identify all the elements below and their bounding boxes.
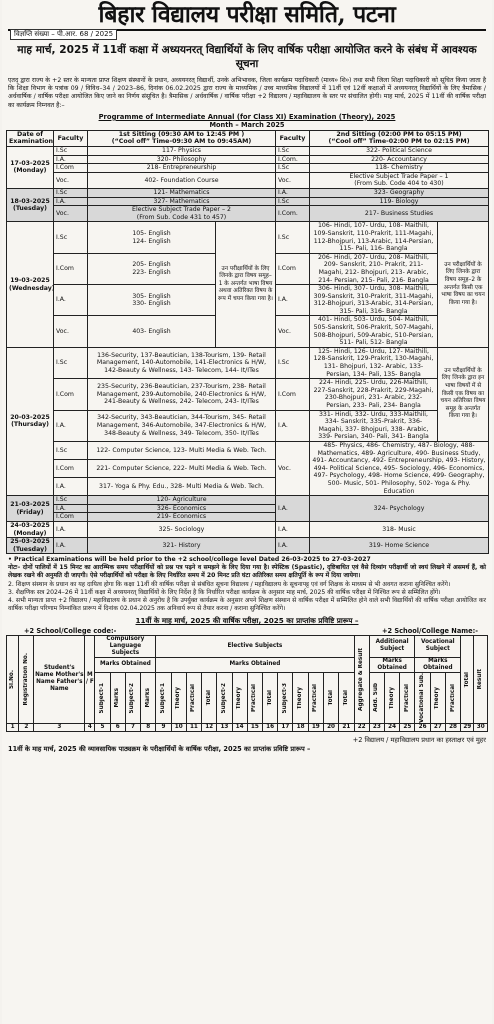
subject-cell: [88, 222, 216, 253]
col-number: 23: [369, 723, 384, 731]
col-number: 30: [474, 723, 488, 731]
subject-line: 105- English: [132, 229, 171, 237]
subject-cell: 118- Chemistry: [310, 164, 489, 173]
date-text: 18-03-2025: [10, 197, 50, 205]
col-label: Theory: [434, 686, 441, 710]
subject-line: 305- English: [132, 292, 171, 300]
col-number: 10: [171, 723, 186, 731]
schedule-header-row: [7, 130, 489, 146]
table-row: [7, 538, 489, 554]
faculty-cell: Voc.: [276, 441, 310, 495]
day-text: (Wednesday): [9, 284, 55, 292]
day-text: (Tuesday): [13, 205, 47, 213]
subject-cell: 119- Biology: [310, 197, 489, 206]
faculty-cell: I.A.: [54, 538, 88, 554]
elective-header: Elective Subjects: [156, 635, 354, 657]
faculty-cell: Voc.: [54, 172, 88, 188]
faculty-cell: I.A.: [276, 538, 310, 554]
col-number: 4: [85, 723, 95, 731]
col-label: Total: [205, 690, 212, 706]
reference-number: विज्ञप्ति संख्या – पी.आर. 68 / 2025: [10, 29, 117, 40]
faculty-cell: I.Com: [276, 379, 310, 410]
subject-cell: 235-Security, 236-Beautician, 237-Tourism, 238- Retail Management, 239-Automobile, 240-Electronics & H/W, 241-Beauty & Wellness, 242- Telecom, 243- It/ITes: [88, 379, 276, 410]
col-number: 9: [156, 723, 171, 731]
faculty-cell: I.A.: [54, 521, 88, 537]
table-row: [7, 206, 489, 222]
day-text: (Monday): [13, 529, 47, 537]
day-text: (Friday): [16, 508, 44, 516]
col-label: Theory: [388, 686, 395, 710]
subject-cell: 121- Mathematics: [88, 188, 276, 197]
col-header: [385, 672, 400, 723]
practical-text: Practical Examinations will be held prior to the +2 school/college level Dated 26-03-2025 to 27-03-2027: [14, 556, 371, 564]
sitting1-cooloff: (“Cool off” Time-09:30 AM to 09:45AM): [111, 138, 252, 146]
marks-obtained-header: Marks Obtained: [415, 657, 461, 672]
col-number: 16: [262, 723, 277, 731]
faculty-cell: I.A.: [276, 285, 310, 316]
col-header: [217, 672, 232, 723]
sitting1-header: [88, 130, 276, 146]
col-number: 20: [323, 723, 338, 731]
subject-line: 205- English: [132, 261, 171, 269]
day-text: (Thursday): [11, 421, 49, 429]
subject-cell: 220- Accountancy: [310, 155, 489, 164]
col-number: 28: [445, 723, 460, 731]
col-number: 26: [415, 723, 430, 731]
point-4: 4. सभी मान्यता प्राप्त +2 विद्यालय / महाविद्यालय के प्रधान से अनुरोध है कि उपर्युक्त कार्यक्रम के अनुसार अपने शिक्षण संस्थान से वार्षिक परीक्षा में सम्मिलित होने वाले सभी विद्यार्थियों की वार्षिक परीक्षा आयोजित कर वार्षिक परीक्षा परिणाम निम्नांकित प्रारूप में दिनांक 02.04.2025 तक अनिवार्य रूप से तैयार करना / कराना सुनिश्चित करेंगे।: [8, 596, 486, 612]
col-header: [247, 672, 262, 723]
date-text: 24-03-2025: [10, 521, 50, 529]
subject-cell: 401- Hindi, 503- Urdu, 504- Maithili, 505-Sanskrit, 506-Prakrit, 507-Magahi, 508-Bhojpuri, 509-Arabic, 510-Persian, 511- Pali, 512- Bangla: [310, 316, 438, 347]
col-label: Subject-2: [129, 682, 136, 714]
col-label: Subject-1: [159, 682, 166, 714]
col-number: 11: [186, 723, 201, 731]
col-label: Practical: [449, 683, 456, 712]
total-header: [461, 635, 474, 723]
intro-paragraph: एतद् द्वारा राज्य के +2 स्तर के मान्यता प्राप्त शिक्षण संस्थानों के प्रधान, अध्ययनरत् विद्यार्थी, उनके अभिभावक, जिला कार्यक्रम पदाधिकारी (माध्य० शि०) तथा सभी जिला शिक्षा पदाधिकारी को सूचित किया जाता है कि शिक्षा विभाग के पत्रांक 09 / विविध–34 / 2023–86, दिनांक 06.02.2025 द्वारा राज्य के माध्यमिक / उच्च माध्यमिक विद्यालयों में 11वीं एवं 12वीं कक्षाओं में अध्ययनरत् विद्यार्थियों के लिए त्रैमासिक / अर्धवार्षिक / वार्षिक परीक्षा आयोजित किए जाने का निर्णय संसूचित है। त्रैमासिक / अर्धवार्षिक / वार्षिक परीक्षा +2 विद्यालय / महाविद्यालय के स्तर पर संचालित होगी। माह मार्च, 2025 में 11वीं की वार्षिक परीक्षा का कार्यक्रम निम्नवत है:–: [8, 77, 486, 109]
subject-cell: 125- Hindi, 126- Urdu, 127- Maithili, 128-Sanskrit, 129-Prakrit, 130-Magahi, 131- Bhojpuri, 132- Arabic, 133- Persian, 134- Pali, 135- Bangla: [310, 347, 438, 378]
col-number: 19: [308, 723, 323, 731]
total-label: Total: [463, 671, 470, 688]
subject-line: 330- English: [132, 300, 171, 308]
subject-cell: 322- Political Science: [310, 147, 489, 156]
marks-format-title: [2, 616, 492, 626]
col-label: Add. Sub: [373, 683, 380, 713]
col-number: 7: [125, 723, 140, 731]
subject-cell: 206- Hindi, 207- Urdu, 208- Maithili, 209- Sanskrit, 210- Prakrit, 211- Magahi, 212- Bhojpuri, 213- Arabic, 214- Persian, 215- Pali, 216- Bangla: [310, 253, 438, 284]
col-label: Total: [327, 690, 334, 706]
exam-date: [7, 222, 54, 348]
col-header: [323, 672, 338, 723]
table-row: [7, 496, 489, 505]
exam-date: [7, 521, 54, 537]
col-header: [369, 672, 384, 723]
marks-entry-table: [6, 635, 488, 732]
sitting2-time: 2nd Sitting (02:00 PM to 05:15 PM): [336, 130, 462, 138]
exam-date: [7, 347, 54, 495]
day-text: (Tuesday): [13, 545, 47, 553]
table-row: [7, 410, 489, 441]
table-row: [7, 164, 489, 173]
table-row: [7, 188, 489, 197]
day-text: (Monday): [13, 167, 47, 175]
date-text: 17-03-2025: [10, 159, 50, 167]
faculty-cell: Voc.: [276, 316, 310, 347]
vocational-header: Vocational Subject: [415, 635, 461, 657]
trade-paper-text: Elective Subject Trade Paper – 1: [349, 172, 449, 180]
col-header: [278, 672, 293, 723]
faculty-cell: I.A.: [276, 521, 310, 537]
faculty-cell: I.A.: [276, 188, 310, 197]
date-header: Date of Examination: [7, 130, 54, 146]
col-number: 13: [217, 723, 232, 731]
exam-date: [7, 538, 54, 554]
faculty-cell: I.A.: [54, 285, 88, 316]
col-label: Practical: [312, 683, 319, 712]
sitting2-header: [310, 130, 489, 146]
subject-cell: 320- Philosophy: [88, 155, 276, 164]
marks-obtained-header: Marks Obtained: [95, 657, 156, 672]
table-row: [7, 155, 489, 164]
subject-cell: 106- Hindi, 107- Urdu, 108- Maithili, 109-Sanskrit, 110-Prakrit, 111-Magahi, 112-Bhojpuri, 113-Arabic, 114-Persian, 115- Pali, 116- Bangla: [310, 222, 438, 253]
result-label: Result: [477, 669, 484, 690]
subject-cell: 403- English: [88, 316, 216, 347]
col-number: 27: [430, 723, 445, 731]
table-row: [7, 172, 489, 188]
subject-cell: 319- Home Science: [310, 538, 489, 554]
table-row: [7, 197, 489, 206]
subject-cell: [310, 172, 489, 188]
header: [2, 0, 492, 31]
trade-paper-range: (From Sub. Code 431 to 457): [136, 213, 227, 221]
subject-cell: 224- Hindi, 225- Urdu, 226-Maithili, 227-Sanskrit, 228-Prakrit, 229-Magahi, 230-Bhojpuri, 231- Arabic, 232- Persian, 233- Pali, 234- Bangla: [310, 379, 438, 410]
subject-cell: 221- Computer Science, 222- Multi Media & Web. Tech.: [88, 460, 276, 478]
subject-cell: 342-Security, 343-Beautician, 344-Tourism, 345- Retail Management, 346-Automobile, 347-Electronics & H/W, 348-Beauty & Wellness, 349- Telecom, 350- It/ITes: [88, 410, 276, 441]
subject-cell: 306- Hindi, 307- Urdu, 308- Maithili, 309-Sanskrit, 310-Prakrit, 311-Magahi, 312-Bhojpuri, 313-Arabic, 314-Persian, 315- Pali, 316- Bangla: [310, 285, 438, 316]
col-header: [141, 672, 156, 723]
additional-header: Additional Subject: [369, 635, 415, 657]
subject-cell: 218- Entrepreneurship: [88, 164, 276, 173]
faculty-cell: I.Sc: [54, 441, 88, 459]
col-label: Marks: [144, 688, 151, 708]
col-number: 21: [339, 723, 354, 731]
subject-cell: [88, 285, 216, 316]
faculty-cell: Voc.: [54, 316, 88, 347]
col-header: [445, 672, 460, 723]
col-number: 14: [232, 723, 247, 731]
col-label: Practical: [403, 683, 410, 712]
trade-paper-text: Elective Subject Trade Paper – 2: [132, 206, 231, 214]
faculty-cell: I.Com: [54, 379, 88, 410]
subject-line: 223- English: [132, 268, 171, 276]
subject-cell: 323- Geography: [310, 188, 489, 197]
school-name-label: +2 School/College Name:-: [381, 626, 478, 635]
col-number: 24: [385, 723, 400, 731]
faculty-cell: I.Sc: [276, 164, 310, 173]
col-label: Practical: [251, 683, 258, 712]
col-number: 15: [247, 723, 262, 731]
notice-page: [2, 0, 492, 1024]
subject-cell: 325- Sociology: [88, 521, 276, 537]
subject-cell: 117- Physics: [88, 147, 276, 156]
student-header: Student's Name Mother's Name Father's Name: [34, 635, 85, 723]
faculty-cell: I.Sc: [276, 222, 310, 253]
group2-note: उन परीक्षार्थियों के लिए जिनके द्वारा विषय समूह–2 के अन्तर्गत किसी एक भाषा विषय का चयन किया गया है।: [438, 222, 489, 348]
subject-cell: 331- Hindi, 332- Urdu, 333-Maithili, 334- Sanskrit, 335-Prakrit, 336- Magahi, 337- Bhojpuri, 338- Arabic, 339- Persian, 340- Pali, 341- Bangla: [310, 410, 438, 441]
col-header: [262, 672, 277, 723]
marks-header-row: [7, 635, 488, 657]
subject-cell: 217- Business Studies: [310, 206, 489, 222]
faculty-cell: I.Sc: [276, 197, 310, 206]
col-label: Total: [342, 690, 349, 706]
table-row: [7, 347, 489, 378]
faculty-cell: I.Com.: [276, 206, 310, 222]
col-header: [202, 672, 217, 723]
col-header: [232, 672, 247, 723]
col-label: Theory: [175, 686, 182, 710]
col-header: [110, 672, 125, 723]
faculty-cell: I.Com: [54, 460, 88, 478]
col-header: [95, 672, 110, 723]
col-header: [415, 672, 430, 723]
practical-note: • Practical Examinations will be held prior to the +2 school/college level Dated 26-03-2025 to 27-03-2027: [8, 556, 371, 564]
marks-obtained-header: Marks Obtained: [156, 657, 354, 672]
faculty-cell: I.Com: [276, 253, 310, 284]
faculty-cell: I.Sc: [54, 147, 88, 156]
table-row: [7, 521, 489, 537]
schedule-month: Month – March 2025: [209, 120, 285, 129]
col-header: [125, 672, 140, 723]
faculty-cell: I.A.: [54, 478, 88, 496]
col-header: [400, 672, 415, 723]
table-row: [7, 441, 489, 459]
faculty-cell: I.A.: [276, 496, 310, 522]
sitting2-cooloff: (“Cool off” Time-02:00 PM to 02:15 PM): [328, 138, 470, 146]
col-label: Theory: [236, 686, 243, 710]
col-label: Subject-3: [281, 682, 288, 714]
additional-note: उन परीक्षार्थियों के लिए जिनके द्वारा इन भाषा विषयों में से किसी एक विषय का चयन अतिरिक्त विषय समूह के अन्तर्गत किया गया है।: [438, 347, 489, 441]
gender-header: M / F: [85, 635, 95, 723]
result-header: [474, 635, 488, 723]
bottom-section: [8, 736, 486, 754]
group1-note: उन परीक्षार्थियों के लिए जिनके द्वारा विषय समूह–1 के अन्तर्गत भाषा विषय अथवा अतिरिक्त विषय के रूप में चयन किया गया है।: [216, 222, 276, 348]
faculty-cell: I.A.: [54, 155, 88, 164]
faculty-cell: I.Sc: [54, 222, 88, 253]
col-number: 1: [7, 723, 19, 731]
compulsory-header: Compulsory Language Subjects: [95, 635, 156, 657]
school-code-label: +2 School/College code:-: [24, 626, 117, 635]
board-title: बिहार विद्यालय परीक्षा समिति, पटना: [98, 1, 396, 28]
slno-label: Sl.No.: [9, 669, 16, 689]
vocational-marks-title: 11वीं के माह मार्च, 2025 की व्यावसायिक पाठ्यक्रम के परीक्षार्थियों के वार्षिक परीक्षा, 2025 का प्राप्तांक प्रविष्टि प्रारूप –: [8, 744, 311, 753]
col-header: [430, 672, 445, 723]
table-row: [7, 222, 489, 253]
col-label: Subject-2: [220, 682, 227, 714]
col-number: 29: [461, 723, 474, 731]
sitting1-time: 1st Sitting (09:30 AM to 12:45 PM ): [118, 130, 245, 138]
col-label: Marks: [114, 688, 121, 708]
col-header: [339, 672, 354, 723]
trade-paper-range: (From Sub. Code 404 to 430): [354, 180, 444, 188]
exam-date: [7, 147, 54, 189]
date-text: 21-03-2025: [10, 500, 50, 508]
col-label: Total: [266, 690, 273, 706]
point-2: 2. शिक्षण संस्थान के प्रधान का यह दायित्व होगा कि कक्षा 11वीं की वार्षिक परीक्षा से संबंधित सूचना विद्यालय / महाविद्यालय के सूचनापट्ट एवं वर्ग शिक्षक के माध्यम से भी अवगत कराना सुनिश्चित करेंगे।: [8, 580, 451, 588]
subject-cell: 326- Economics: [88, 504, 276, 513]
faculty-cell: I.A.: [276, 410, 310, 441]
exam-date: [7, 188, 54, 221]
date-text: 25-03-2025: [10, 538, 50, 546]
col-header: [156, 672, 171, 723]
schedule-title: Programme of Intermediate Annual (for Class XI) Examination (Theory), 2025: [98, 112, 396, 121]
col-number: 8: [141, 723, 156, 731]
col-number: 25: [400, 723, 415, 731]
faculty-cell: Voc.: [276, 172, 310, 188]
col-label: Theory: [297, 686, 304, 710]
faculty-cell: I.Com.: [276, 155, 310, 164]
notice-title: माह मार्च, 2025 में 11वीं कक्षा में अध्ययनरत् विद्यार्थियों के लिए वार्षिक परीक्षा आयोजित करने के संबंध में आवश्यक सूचना: [17, 44, 477, 70]
subject-line: 124- English: [132, 237, 171, 245]
subject-cell: 122- Computer Science, 123- Multi Media & Web. Tech.: [88, 441, 276, 459]
faculty-cell: I.Sc: [276, 347, 310, 378]
col-number: 18: [293, 723, 308, 731]
faculty-cell: Voc.: [54, 206, 88, 222]
faculty-cell: I.Com: [54, 513, 88, 522]
reg-header: [19, 635, 34, 723]
faculty-cell: I.Sc: [276, 147, 310, 156]
col-header: [186, 672, 201, 723]
col-header: [171, 672, 186, 723]
date-text: 20-03-2025: [10, 413, 50, 421]
school-info-line: [24, 627, 478, 635]
col-label: Vocational Sub.: [419, 672, 426, 723]
subject-cell: [88, 206, 276, 222]
subject-cell: 318- Music: [310, 521, 489, 537]
col-number: 6: [110, 723, 125, 731]
subject-cell: 321- History: [88, 538, 276, 554]
subject-cell: 317- Yoga & Phy. Edu., 328- Multi Media & Web. Tech.: [88, 478, 276, 496]
point-3: 3. शैक्षणिक सत्र 2024–26 में 11वीं कक्षा में अध्ययनरत् विद्यार्थियों के लिए निर्देश है कि निर्धारित परीक्षा कार्यक्रम के अनुसार माह मार्च, 2025 की वार्षिक परीक्षा में निश्चित रूप से सम्मिलित होंगे।: [8, 588, 441, 596]
marks-title-text: 11वीं के माह मार्च, 2025 की वार्षिक परीक्षा, 2025 का प्राप्तांक प्रविष्टि प्रारूप –: [135, 615, 359, 625]
exam-schedule-table: [6, 130, 489, 554]
col-label: Subject-1: [99, 682, 106, 714]
col-header: [293, 672, 308, 723]
table-row: [7, 147, 489, 156]
faculty-header: Faculty: [54, 130, 88, 146]
subject-cell: 327- Mathematics: [88, 197, 276, 206]
col-number: 22: [354, 723, 369, 731]
table-row: [7, 379, 489, 410]
faculty-cell: I.Com: [54, 164, 88, 173]
exam-date: [7, 496, 54, 522]
faculty-cell: I.Com: [54, 253, 88, 284]
faculty-cell: I.Sc: [54, 188, 88, 197]
col-number: 12: [202, 723, 217, 731]
date-text: 19-03-2025: [10, 277, 50, 284]
faculty-cell: I.A.: [54, 504, 88, 513]
faculty-cell: I.A.: [54, 197, 88, 206]
cooloff-note: नोटः– दोनों पालियों में 15 मिनट का आरम्भिक समय परीक्षार्थियों को प्रश्न पत्र पढ़ने व समझने के लिए दिया गया है। स्पेस्टिक (Spastic), दृष्टिबाधित एवं वैसे दिव्यांग परीक्षार्थी जो स्वयं लिखने में असमर्थ हैं, को लेखक रखने की अनुमति दी जाएगी। ऐसे परीक्षार्थियों को परीक्षा के लिए निर्धारित समय में 20 मिनट प्रति घंटा अतिरिक्त समय क्षतिपूर्ति के रूप में दिया जायेगा।: [8, 564, 486, 580]
faculty-cell: I.A.: [54, 410, 88, 441]
reg-label: Registration No.: [22, 653, 29, 706]
subject-cell: 136-Security, 137-Beautician, 138-Tourism, 139- Retail Management, 140-Automobile, 141-Electronics & H/W, 142-Beauty & Wellness, 143- Telecom, 144- It/ITes: [88, 347, 276, 378]
col-number: 2: [19, 723, 34, 731]
subject-cell: 485- Physics, 486- Chemistry, 487- Biology, 488- Mathematics, 489- Agriculture, 490- Business Study, 491- Accountancy, 492- Entrepreneurship, 493- History, 494- Political Science, 495- Sociology, 496- Economics, 497- Psychology, 498- Home Science, 499- Geography, 500- Music, 501- Philosophy, 502- Yoga & Phy. Education: [310, 441, 489, 495]
faculty-cell: I.Sc: [54, 496, 88, 505]
faculty2-header: Faculty: [276, 130, 310, 146]
marks-obtained-header: Marks Obtained: [369, 657, 415, 672]
footer-notes: [8, 556, 486, 613]
aggregate-label: Aggregate & Result: [358, 647, 365, 711]
faculty-cell: I.Sc: [54, 347, 88, 378]
col-number: 5: [95, 723, 110, 731]
subject-cell: 402- Foundation Course: [88, 172, 276, 188]
col-label: Practical: [190, 683, 197, 712]
col-number: 17: [278, 723, 293, 731]
subject-cell: 324- Psychology: [310, 496, 489, 522]
principal-signature-label: +2 विद्यालय / महाविद्यालय प्रधान का हस्ताक्षर एवं मुहर: [352, 735, 486, 744]
subject-cell: 219- Economics: [88, 513, 276, 522]
subject-cell: 120- Agriculture: [88, 496, 276, 505]
slno-header: [7, 635, 19, 723]
col-number: 3: [34, 723, 85, 731]
subject-cell: [88, 253, 216, 284]
col-header: [308, 672, 323, 723]
aggregate-header: [354, 635, 369, 723]
column-number-row: [7, 723, 488, 731]
